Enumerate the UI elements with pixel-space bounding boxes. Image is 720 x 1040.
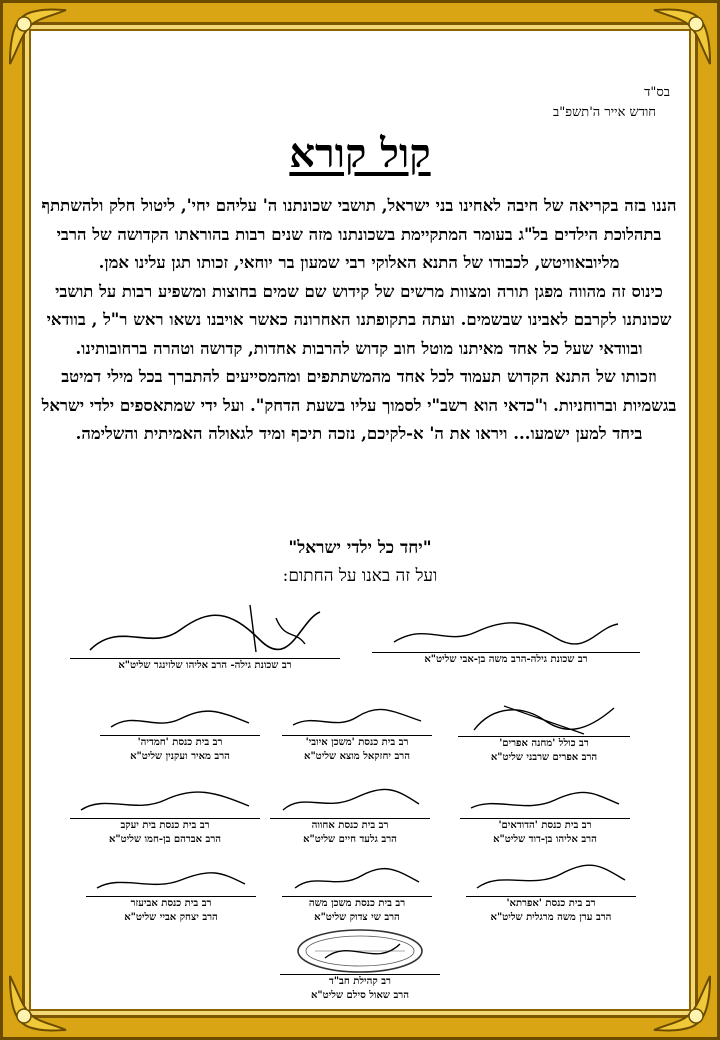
handwritten-signature-icon [91,868,251,896]
frame-corner-ornament-icon [648,968,718,1038]
rabbinical-stamp-icon [295,928,425,974]
signature-block: רב בית כנסת 'אפרתא' הרב ערן משה מרגלית שליט"א [466,860,636,925]
slogan: "יחד כל ילדי ישראל" [288,538,432,558]
signature-block: רב בית כנסת אחווה הרב גלעד חיים שליט"א [270,784,430,847]
frame-corner-ornament-icon [648,2,718,72]
signature-block: רב כולל 'מחנה אפרים' הרב אפרים שרבני שליט"א [458,700,630,765]
handwritten-signature-icon [75,788,255,818]
paragraph-2: כינוס זה מהווה מפגן תורה ומצוות מרשים של קידוש שם שמים בחוצות ומשפיע רבות על תושבי שכונתנו לקרבם לאבינו שבשמים. ועתה בתקופתנו האחרונה כאשר אויבנו נשאו ראש ר"ל , בוודאי ובוודאי שעל כל אחד מאיתנו מוטל חוב קדוש להרבות אחדות, קדושה וטהרה ברחובותינו. [46,281,672,358]
signature-block: רב בית כנסת אביעזר הרב יצחק אביי שליט"א [86,868,256,925]
bsd-header: בס"ד [644,85,670,100]
signature-block: רב בית כנסת משכן משה הרב שי צדוק שליט"א [282,864,432,925]
signature-block: רב שכונת גילה-הרב משה בן-אבי שליט"א [372,616,640,667]
signature-block: רב בית כנסת 'חמדיה' הרב מאיר ועקנין שליט"א [100,705,260,764]
handwritten-signature-icon [465,788,625,818]
letter-body [40,192,678,449]
handwritten-signature-icon [105,705,255,735]
hebrew-date: חודש אייר ה'תשפ"ב [553,105,656,120]
signature-block: רב שכונת גילה- הרב אליהו שלזינגר שליט"א [70,600,340,673]
handwritten-signature-icon [275,784,425,818]
frame-corner-ornament-icon [2,968,72,1038]
handwritten-signature-icon [287,864,427,896]
handwritten-signature-icon [464,700,624,736]
handwritten-signature-icon [471,860,631,896]
sealed-line: ועל זה באנו על החתום: [282,566,438,586]
handwritten-signature-icon [287,705,427,735]
signature-block: רב בית כנסת 'הדודאים' הרב אליהו בן-דוד שליט"א [460,788,630,847]
paragraph-1: הננו בזה בקריאה של חיבה לאחינו בני ישראל, תושבי שכונתנו ה' עליהם יחי', ליטול חלק ולהשתתף בתהלוכת הילדים בל"ג בעומר המתקיימת בשכונתנו מזה שנים רבות בהוראתו הקדושה של הרבי מליובאוויטש, לכבודו של התנא האלוקי רבי שמעון בר יוחאי, זכותו תגן עלינו אמן. [41,196,677,272]
handwritten-signature-icon [386,616,626,652]
page-title: קול קורא [289,130,431,177]
paragraph-3: וזכותו של התנא הקדוש תעמוד לכל אחד מהמשתתפים ומהמסייעים להתברך בכל מילי דמיטב בגשמיות וברוחניות. ו"כדאי הוא רשב"י לסמוך עליו בשעת הדחק". ועל ידי שמתאספים ילדי ישראל ביחד למען ישמעו... ויראו את ה' א-לקיכם, נזכה תיכף ומיד לגאולה האמיתית והשלימה. [41,367,677,443]
signature-block: רב קהילת חב"ד הרב שאול סילם שליט"א [280,928,440,1003]
frame-corner-ornament-icon [2,2,72,72]
handwritten-signature-icon [80,600,330,658]
signature-block: רב בית כנסת בית יעקב הרב אברהם בן-חמו שליט"א [70,788,260,847]
signature-block: רב בית כנסת 'משכן איובי' הרב יחזקאל מוצא שליט"א [282,705,432,764]
